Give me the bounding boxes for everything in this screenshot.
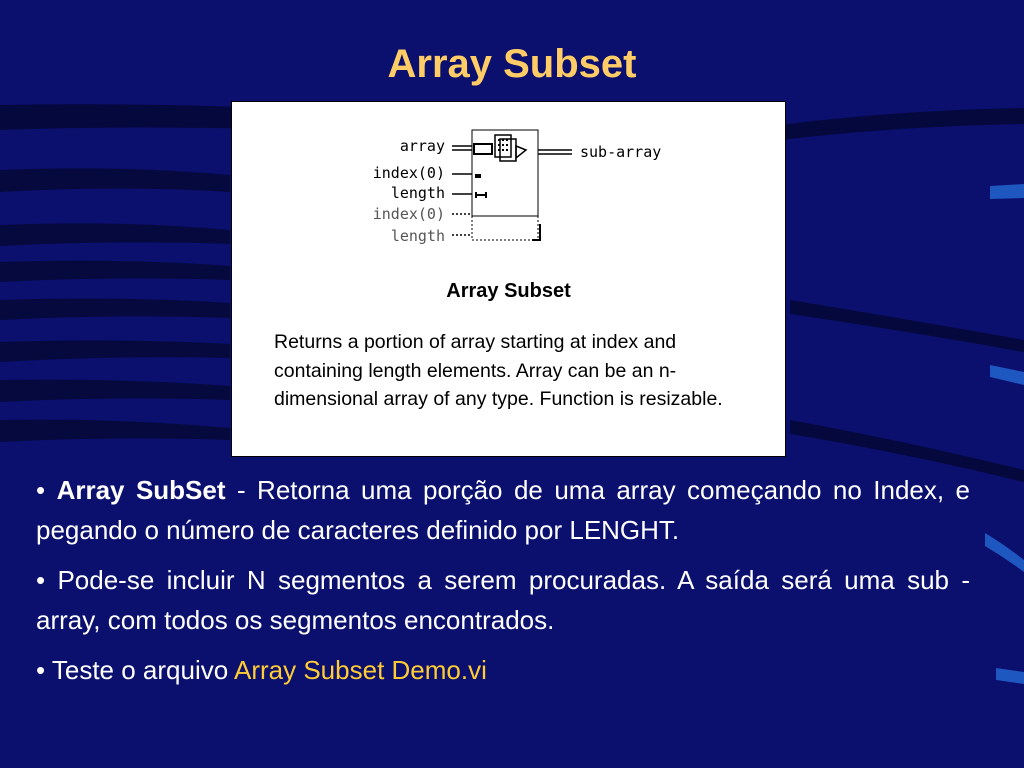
bullet-item <box>36 560 970 640</box>
help-title: Array Subset <box>446 280 571 302</box>
terminal-label-index: index(0) <box>372 164 445 182</box>
bullet-text: - Retorna uma porção de uma array começando no Index, e pegando o número de caracteres definido por LENGHT. <box>36 475 970 545</box>
bullet-bold-term: Array SubSet <box>56 475 226 505</box>
bullet-list <box>36 470 970 700</box>
slide-title: Array Subset <box>387 42 637 86</box>
bullet-marker: • <box>36 565 46 595</box>
demo-file-link[interactable]: Array Subset Demo.vi <box>234 655 487 685</box>
output-label-sub-array: sub-array <box>580 143 662 161</box>
bullet-marker: • <box>36 475 46 505</box>
terminal-label-length-optional: length <box>390 227 445 245</box>
terminal-label-length: length <box>390 184 445 202</box>
help-description: Returns a portion of array starting at index and containing length elements. Array can be an n-dimensional array of any type. Function is resizable. <box>274 331 723 410</box>
bullet-item <box>36 650 970 690</box>
context-help-window <box>231 101 786 457</box>
terminal-label-array: array <box>399 137 445 155</box>
array-subset-node-diagram <box>232 102 785 272</box>
bullet-item <box>36 470 970 550</box>
bullet-text: Pode-se incluir N segmentos a serem procuradas. A saída será uma sub - array, com todos os segmentos encontrados. <box>36 565 970 635</box>
terminal-label-index-optional: index(0) <box>372 205 445 223</box>
bullet-marker: • <box>36 655 46 685</box>
bullet-text: Teste o arquivo <box>51 655 234 685</box>
